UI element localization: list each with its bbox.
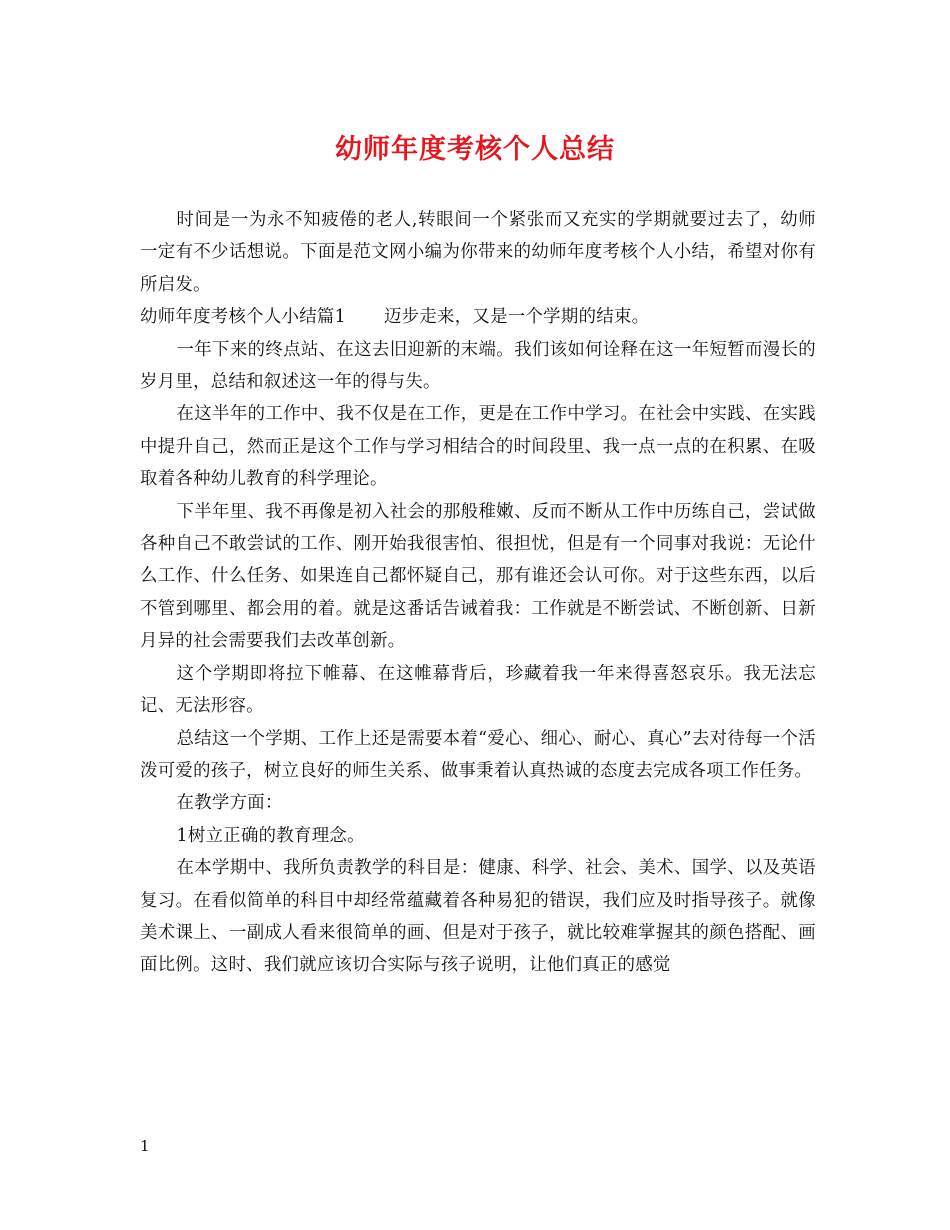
paragraph-intro: 时间是一为永不知疲倦的老人,转眼间一个紧张而又充实的学期就要过去了，幼师一定有不少话想说。下面是范文网小编为你带来的幼师年度考核个人小结，希望对你有所启发。 xyxy=(140,210,816,295)
paragraph-half-year-work: 在这半年的工作中、我不仅是在工作，更是在工作中学习。在社会中实践、在实践中提升自己，然而正是这个工作与学习相结合的时间段里、我一点一点的在积累、在吸取着各种幼儿教育的科学理论。 xyxy=(140,404,816,490)
paragraph-semester-close: 这个学期即将拉下帷幕、在这帷幕背后，珍藏着我一年来得喜怒哀乐。我无法忘记、无法形容。 xyxy=(140,663,816,717)
document-body xyxy=(140,204,816,982)
paragraph-year-end: 一年下来的终点站、在这去旧迎新的末端。我们该如何诠释在这一年短暂而漫长的岁月里，总结和叙述这一年的得与失。 xyxy=(140,339,816,393)
paragraph-teaching-subjects: 在本学期中、我所负责教学的科目是：健康、科学、社会、美术、国学、以及英语复习。在看似简单的科目中却经常蕴藏着各种易犯的错误，我们应及时指导孩子。就像美术课上、一副成人看来很简单的画、但是对于孩子，就比较难掌握其的颜色搭配、画面比例。这时、我们就应该切合实际与孩子说明，让他们真正的感觉 xyxy=(140,858,816,976)
section-heading-continuation: 迈步走来，又是一个学期的结束。 xyxy=(383,307,650,328)
document-title: 幼师年度考核个人总结 xyxy=(335,134,615,165)
section-heading: 幼师年度考核个人小结篇1 xyxy=(140,307,346,328)
paragraph-second-half: 下半年里、我不再像是初入社会的那般稚嫩、反而不断从工作中历练自己，尝试做各种自己不敢尝试的工作、刚开始我很害怕、很担忧，但是有一个同事对我说：无论什么工作、什么任务、如果连自己都怀疑自己，那有谁还会认可你。对于这些东西，以后不管到哪里、都会用的着。就是这番话告诫着我：工作就是不断尝试、不断创新、日新月异的社会需要我们去改革创新。 xyxy=(140,501,816,652)
section-heading-line xyxy=(140,301,816,333)
paragraph-teaching-heading: 在教学方面： xyxy=(176,793,283,814)
paragraph-summary: 总结这一个学期、工作上还是需要本着“爱心、细心、耐心、真心”去对待每一个活泼可爱的孩子，树立良好的师生关系、做事秉着认真热诚的态度去完成各项工作任务。 xyxy=(140,728,816,781)
paragraph-teaching-point-1: 1树立正确的教育理念。 xyxy=(176,825,365,846)
page-number: 1 xyxy=(140,1137,150,1155)
